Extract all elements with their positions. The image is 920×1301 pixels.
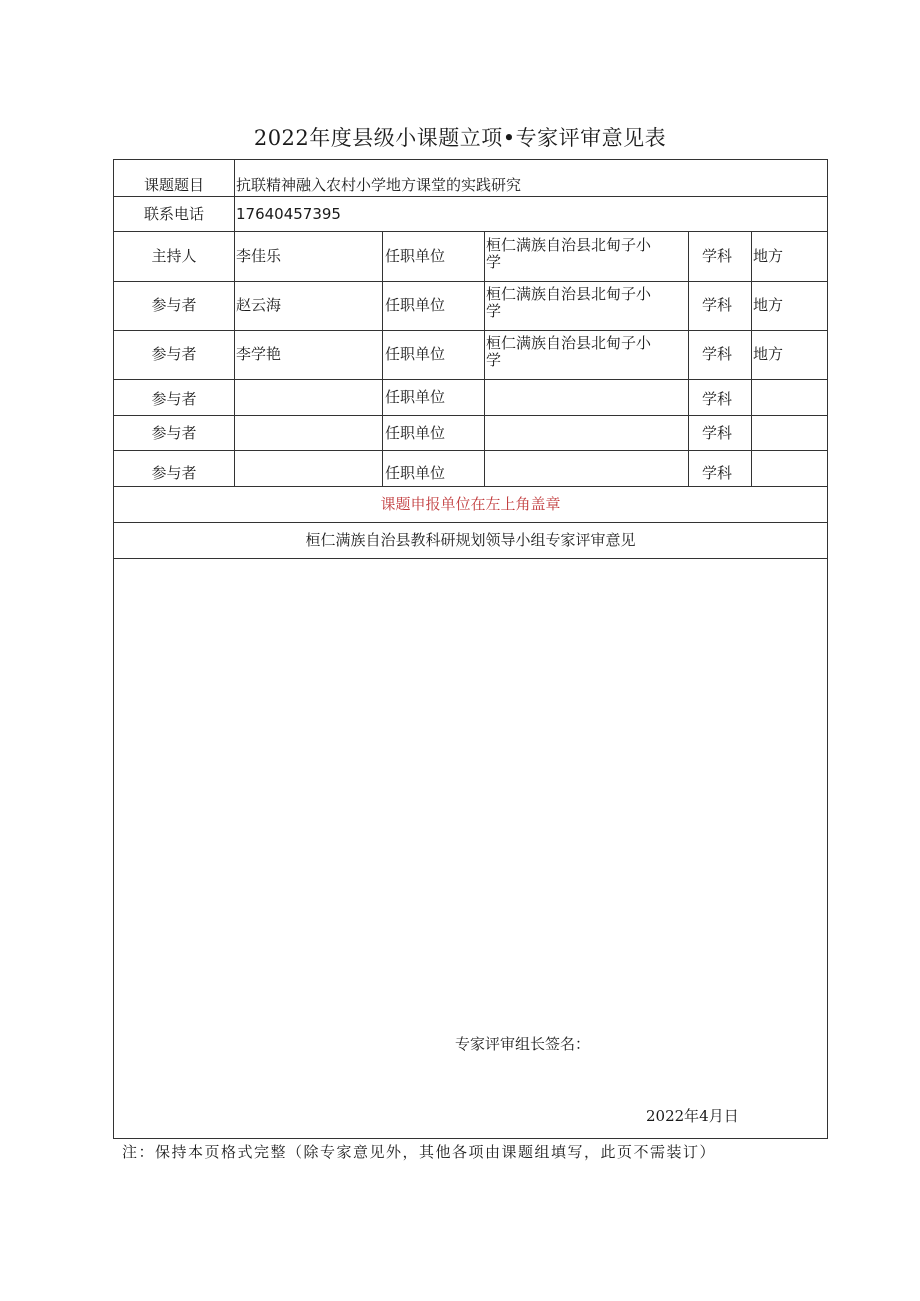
topic-label: 课题题目 <box>143 176 204 194</box>
footnote: 注：保持本页格式完整（除专家意见外，其他各项由课题组填写，此页不需装订） <box>122 1143 717 1161</box>
member-name: 赵云海 <box>236 296 282 314</box>
member-unit-label: 任职单位 <box>385 464 446 482</box>
member-role: 参与者 <box>151 424 197 442</box>
member-subject-label: 学科 <box>702 424 733 442</box>
member-unit-line1: 桓仁满族自治县北甸子小 <box>486 236 652 254</box>
member-subject-label: 学科 <box>702 247 733 265</box>
row-divider <box>114 486 827 487</box>
col-divider <box>382 231 383 486</box>
member-unit-label: 任职单位 <box>385 424 446 442</box>
row-divider <box>114 415 827 416</box>
member-role: 参与者 <box>151 296 197 314</box>
signature-label: 专家评审组长签名： <box>455 1035 591 1053</box>
row-divider <box>114 330 827 331</box>
member-name: 李佳乐 <box>236 247 282 265</box>
member-role: 主持人 <box>151 247 197 265</box>
member-unit-label: 任职单位 <box>385 296 446 314</box>
member-subject-label: 学科 <box>702 390 733 408</box>
member-role: 参与者 <box>151 390 197 408</box>
member-unit-line1: 桓仁满族自治县北甸子小 <box>486 334 652 352</box>
col-divider <box>688 231 689 486</box>
row-divider <box>114 196 827 197</box>
member-unit-line1: 桓仁满族自治县北甸子小 <box>486 285 652 303</box>
member-subject-label: 学科 <box>702 296 733 314</box>
col-divider <box>751 231 752 486</box>
row-divider <box>114 281 827 282</box>
member-subject-label: 学科 <box>702 345 733 363</box>
page-title: 2022年度县级小课题立项•专家评审意见表 <box>253 126 667 150</box>
seal-note: 课题申报单位在左上角盖章 <box>380 495 561 513</box>
member-unit-label: 任职单位 <box>385 388 446 406</box>
row-divider <box>114 231 827 232</box>
member-role: 参与者 <box>151 345 197 363</box>
member-unit-line2: 学 <box>486 253 502 271</box>
col-divider <box>484 231 485 486</box>
member-subject-label: 学科 <box>702 464 733 482</box>
member-role: 参与者 <box>151 464 197 482</box>
phone-label: 联系电话 <box>143 205 204 223</box>
member-unit-label: 任职单位 <box>385 247 446 265</box>
member-unit-label: 任职单位 <box>385 345 446 363</box>
review-heading: 桓仁满族自治县教科研规划领导小组专家评审意见 <box>305 531 636 549</box>
member-subject: 地方 <box>753 296 784 314</box>
member-unit-line2: 学 <box>486 302 502 320</box>
row-divider <box>114 450 827 451</box>
member-subject: 地方 <box>753 345 784 363</box>
member-name: 李学艳 <box>236 345 282 363</box>
row-divider <box>114 522 827 523</box>
review-form <box>113 159 828 1139</box>
topic-value: 抗联精神融入农村小学地方课堂的实践研究 <box>236 176 522 194</box>
phone-value: 17640457395 <box>236 205 341 223</box>
member-subject: 地方 <box>753 247 784 265</box>
row-divider <box>114 558 827 559</box>
review-date: 2022年4月日 <box>646 1107 739 1125</box>
row-divider <box>114 379 827 380</box>
member-unit-line2: 学 <box>486 351 502 369</box>
col-divider <box>234 160 235 486</box>
